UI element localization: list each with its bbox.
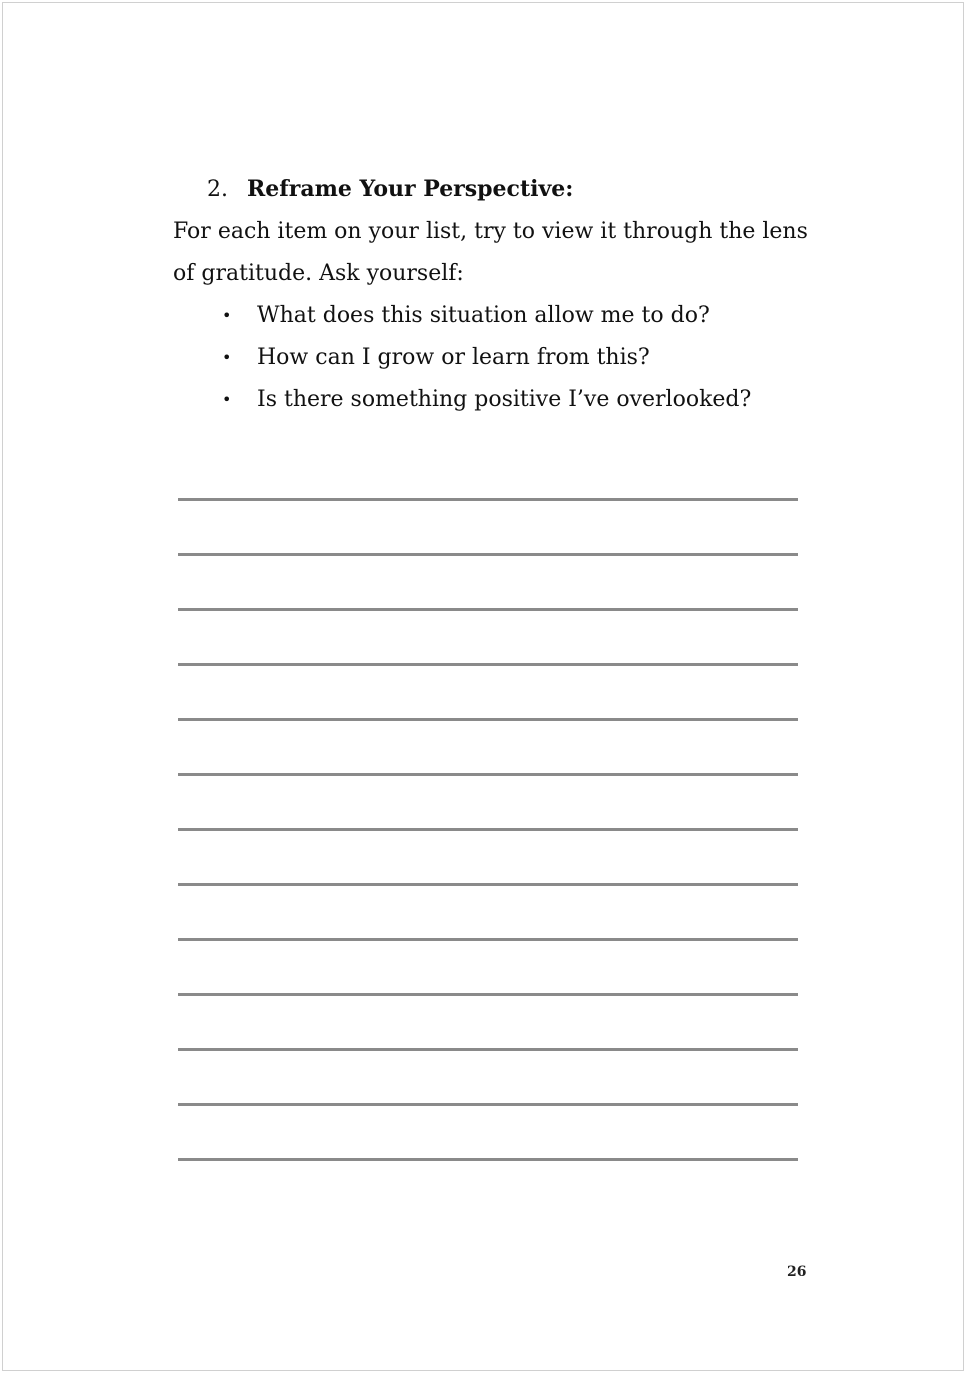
list-item-text: Is there something positive I’ve overlooked? <box>257 387 752 412</box>
list-item <box>218 295 751 337</box>
section-number: 2. <box>207 177 228 202</box>
section-heading <box>207 174 573 205</box>
writing-line <box>178 663 798 666</box>
document-page <box>2 2 964 1371</box>
writing-line <box>178 938 798 941</box>
writing-line <box>178 608 798 611</box>
writing-line <box>178 1158 798 1161</box>
bullet-icon: • <box>222 306 232 325</box>
instruction-paragraph: For each item on your list, try to view it through the lens of gratitude. Ask yourself: <box>173 219 808 286</box>
writing-line <box>178 1103 798 1106</box>
list-item <box>218 379 751 421</box>
writing-line <box>178 498 798 501</box>
writing-line <box>178 993 798 996</box>
writing-line <box>178 1048 798 1051</box>
writing-line <box>178 828 798 831</box>
list-item <box>218 337 751 379</box>
list-item-text: How can I grow or learn from this? <box>257 345 650 370</box>
writing-line <box>178 773 798 776</box>
writing-line <box>178 718 798 721</box>
list-item-text: What does this situation allow me to do? <box>257 303 710 328</box>
page-number: 26 <box>787 1264 807 1280</box>
writing-line <box>178 883 798 886</box>
writing-line <box>178 553 798 556</box>
section-title: Reframe Your Perspective: <box>247 176 574 202</box>
bullet-icon: • <box>222 348 232 367</box>
question-list <box>218 295 751 421</box>
bullet-icon: • <box>222 390 232 409</box>
